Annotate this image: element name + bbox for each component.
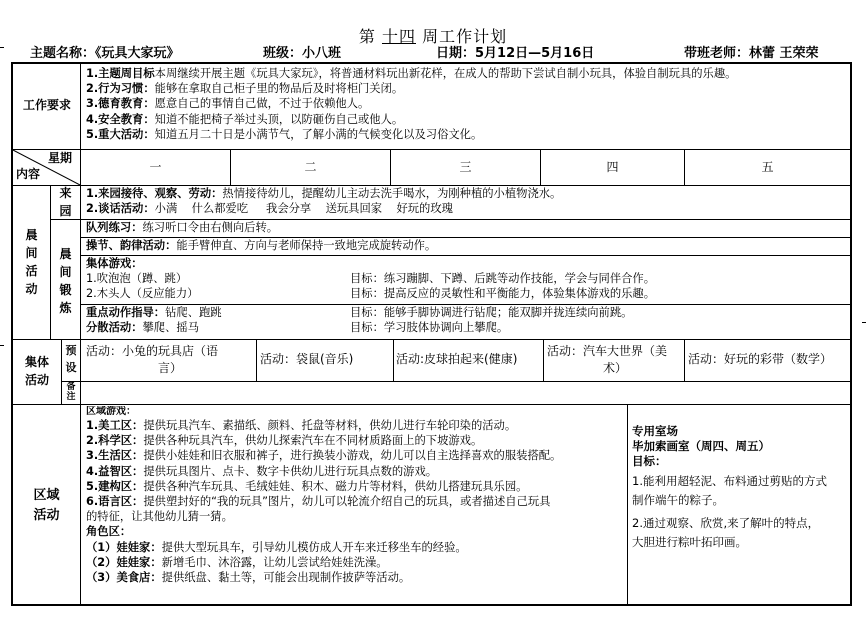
week-label: 星期	[48, 151, 73, 165]
arrival-content: 1.来园接待、观察、劳动：热情接待幼儿，提醒幼儿主动去洗手喝水，为刚种植的小植物浇水。 2.谈话活动：小满 什么都爱吃 我会分享 送玩具回家 好玩的玫瑰	[86, 187, 562, 215]
activity-monday: 活动：小兔的玩具店（语 言）	[86, 344, 219, 375]
queue-drill: 队列练习：练习听口令由右侧向后转。	[86, 221, 279, 234]
requirement-item: 1.主题周目标本周继续开展主题《玩具大家玩》，将普通材料玩出新花样，在成人的帮助下尝试自制小玩具，体验自制玩具的乐趣。	[86, 67, 737, 80]
margin-tick	[0, 345, 4, 346]
day-wednesday: 三	[459, 160, 472, 174]
focus-goals: 目标：能够手脚协调进行钻爬；能双脚并拢连续向前跳。 目标：学习肢体协调向上攀爬。	[350, 306, 633, 334]
note-label: 备 注	[66, 382, 76, 402]
group-games-goals: 目标：练习蹦脚、下蹲、后跳等动作技能，学会与同伴合作。 目标：提高反应的灵敏性和平衡能力，体验集体游戏的乐趣。	[350, 272, 656, 300]
area-games: 区域游戏： 1.美工区：提供玩具汽车、素描纸、颜料、托盘等材料，供幼儿进行车轮印染的活动。 2.科学区：提供各种玩具汽车，供幼儿探索汽车在不同材质路面上的下坡游戏。 3.生活区：提供小娃娃和旧衣服和裤子，进行换装小游戏，幼儿可以自主选择喜欢的服装搭配。 4.益智区：提供玩具图片、点卡、数字卡供幼儿进行玩具点数的游戏。 5.建构区：提供各种汽车玩具、毛绒娃娃、积木、磁力片等材料，供幼儿搭建玩具乐园。 6.语言区：提供塑封好的“我的玩具”图片，幼儿可以轮流介绍自己的玩具，或者描述自己玩具 的特征，让其他幼儿猜一猜。 角色区： （1）娃娃家：提供大型玩具车，引导幼儿模仿成人开车来迁移坐车的经验。 （2）娃娃家：新增毛巾、沐浴露，让幼儿尝试给娃娃洗澡。 （3）美食店：提供纸盘、黏土等，可能会出现制作披萨等活动。	[86, 406, 626, 585]
day-tuesday: 二	[304, 160, 317, 174]
role-item: （3）美食店：提供纸盘、黏土等，可能会出现制作披萨等活动。	[86, 571, 411, 585]
day-monday: 一	[149, 160, 162, 174]
area-item: 6.语言区：提供塑封好的“我的玩具”图片，幼儿可以轮流介绍自己的玩具，或者描述自己玩具	[86, 495, 551, 509]
gymnastics: 操节、韵律活动：能手臂伸直、方向与老师保持一致地完成旋转动作。	[86, 239, 437, 252]
teachers: 带班老师：林蕾 王荣荣	[684, 46, 819, 61]
role-item: （2）娃娃家：新增毛巾、沐浴露，让幼儿尝试给娃娃洗澡。	[86, 555, 388, 569]
exercise-label: 晨 间 锻 炼	[59, 247, 72, 315]
area-item: 2.科学区：提供各种玩具汽车，供幼儿探索汽车在不同材质路面上的下坡游戏。	[86, 434, 483, 448]
day-thursday: 四	[606, 160, 619, 174]
area-item: 1.美工区：提供玩具汽车、素描纸、颜料、托盘等材料，供幼儿进行车轮印染的活动。	[86, 419, 517, 432]
arrival-label: 来 园	[59, 186, 72, 218]
content-label: 内容	[16, 167, 41, 181]
page-title: 第 十四 周工作计划	[358, 27, 508, 46]
activity-tuesday: 活动：袋鼠(音乐)	[260, 352, 354, 366]
requirement-item: 4.安全教育：知道不能把椅子举过头顶，以防砸伤自己或他人。	[86, 113, 404, 127]
date-range: 日期：5月12日—5月16日	[436, 46, 595, 61]
work-requirements	[86, 67, 848, 143]
requirement-item: 2.行为习惯：能够在拿取自己柜子里的物品后及时将柜门关闭。	[86, 81, 404, 95]
margin-tick	[862, 322, 866, 323]
group-activity-label: 集体 活动	[24, 355, 49, 387]
activity-wednesday: 活动:皮球拍起来(健康)	[396, 352, 518, 366]
requirement-item: 3.德育教育：愿意自己的事情自己做，不过于依赖他人。	[86, 96, 370, 110]
work-requirements-label: 工作要求	[22, 98, 71, 112]
area-item: 4.益智区：提供玩具图片、点卡、数字卡供幼儿进行玩具点数的游戏。	[86, 464, 438, 478]
area-item: 5.建构区：提供各种汽车玩具、毛绒娃娃、积木、磁力片等材料，供幼儿搭建玩具乐园。	[86, 479, 528, 493]
special-goal: 2.通过观察、欣赏,来了解叶的特点， 大胆进行粽叶拓印画。	[632, 516, 820, 549]
activity-friday: 活动：好玩的彩带（数学）	[688, 352, 833, 366]
activity-thursday: 活动：汽车大世界（美 术）	[547, 344, 668, 375]
special-goal: 1.能利用超轻泥、布料通过剪贴的方式 制作端午的粽子。	[632, 474, 827, 507]
focus-guidance: 重点动作指导：钻爬、跑跳 分散活动：攀爬、摇马	[86, 306, 222, 334]
group-games: 集体游戏： 1.吹泡泡（蹲、跳） 2.木头人（反应能力）	[86, 257, 199, 300]
week-number: 十四	[381, 27, 416, 46]
role-item: （1）娃娃家：提供大型玩具车，引导幼儿模仿成人开车来迁移坐车的经验。	[86, 540, 467, 554]
requirement-item: 5.重大活动：知道五月二十日是小满节气，了解小满的气候变化以及习俗文化。	[86, 128, 483, 142]
theme-name: 主题名称：《玩具大家玩》	[30, 46, 180, 61]
area-activity-label: 区域 活动	[33, 488, 60, 523]
margin-tick	[0, 47, 4, 48]
area-item: 3.生活区：提供小娃娃和旧衣服和裤子，进行换装小游戏，幼儿可以自主选择喜欢的服装搭配。	[86, 449, 562, 463]
class-name: 班级：小八班	[263, 46, 342, 61]
special-room: 专用室场 毕加索画室（周四、周五） 目标： 1.能利用超轻泥、布料通过剪贴的方式 制作端午的粽子。 2.通过观察、欣赏,来了解叶的特点， 大胆进行粽叶拓印画。	[632, 424, 849, 552]
preset-label: 预 设	[65, 344, 77, 374]
morning-activity-label: 晨 间 活 动	[25, 228, 38, 296]
day-friday: 五	[761, 160, 774, 174]
